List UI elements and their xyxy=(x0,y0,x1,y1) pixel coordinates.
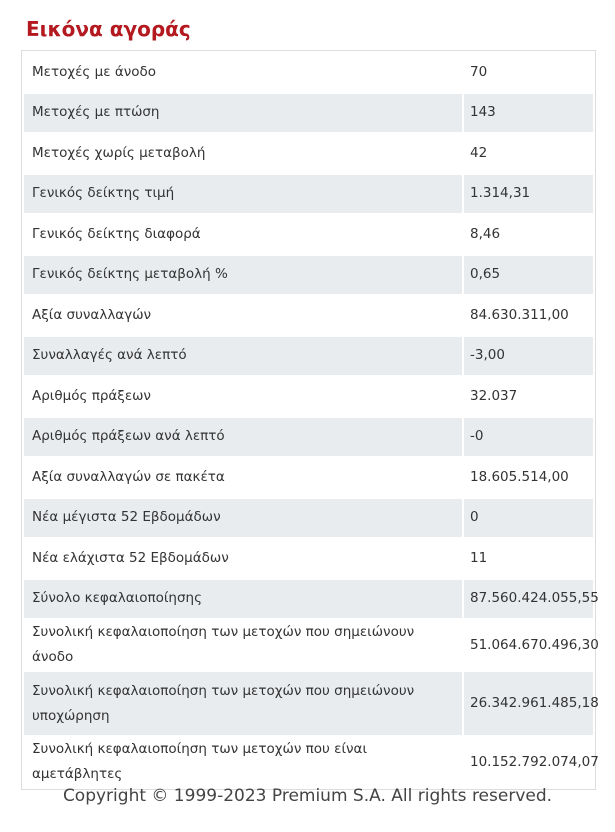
row-label: Συνολική κεφαλαιοποίηση των μετοχών που είναι αμετάβλητες xyxy=(32,741,368,782)
row-value: 10.152.792.074,07 xyxy=(470,753,599,770)
row-value: 26.342.961.485,18 xyxy=(464,672,593,735)
row-label: Γενικός δείκτης τιμή xyxy=(24,175,462,214)
row-label: Συνολική κεφαλαιοποίηση των μετοχών που σημειώνουν άνοδο xyxy=(32,624,415,665)
row-label: Αξία συναλλαγών xyxy=(32,306,152,323)
table-row xyxy=(24,418,593,457)
row-label: Αξία συναλλαγών σε πακέτα xyxy=(32,468,225,485)
row-label: Συναλλαγές ανά λεπτό xyxy=(24,337,462,376)
row-value: 84.630.311,00 xyxy=(470,306,569,323)
row-value: 32.037 xyxy=(470,387,518,404)
table-row xyxy=(24,175,593,214)
row-value: 11 xyxy=(470,549,488,566)
row-label: Συνολική κεφαλαιοποίηση των μετοχών που σημειώνουν υποχώρηση xyxy=(24,672,462,735)
table-row xyxy=(24,737,593,787)
table-row xyxy=(24,337,593,376)
row-label: Σύνολο κεφαλαιοποίησης xyxy=(24,580,462,619)
row-value: 18.605.514,00 xyxy=(470,468,569,485)
row-value: 143 xyxy=(464,94,593,133)
row-value: 0 xyxy=(464,499,593,538)
row-value: 0,65 xyxy=(464,256,593,295)
row-label: Νέα μέγιστα 52 Εβδομάδων xyxy=(24,499,462,538)
table-row xyxy=(24,580,593,619)
table-row xyxy=(24,620,593,670)
row-label: Αριθμός πράξεων xyxy=(32,387,151,404)
row-label: Μετοχές χωρίς μεταβολή xyxy=(32,144,206,161)
row-value: 1.314,31 xyxy=(464,175,593,214)
market-overview-title: Εικόνα αγοράς xyxy=(26,17,191,41)
row-value: 51.064.670.496,30 xyxy=(470,636,599,653)
row-value: -0 xyxy=(464,418,593,457)
table-row xyxy=(24,296,593,335)
table-row xyxy=(24,377,593,416)
row-label: Νέα ελάχιστα 52 Εβδομάδων xyxy=(32,549,229,566)
table-row xyxy=(24,134,593,173)
row-value: 87.560.424.055,55 xyxy=(464,580,593,619)
row-label: Γενικός δείκτης διαφορά xyxy=(32,225,201,242)
row-value: 42 xyxy=(470,144,488,161)
table-row xyxy=(24,672,593,735)
table-row xyxy=(24,499,593,538)
row-value: -3,00 xyxy=(464,337,593,376)
table-row xyxy=(24,53,593,92)
row-label: Γενικός δείκτης μεταβολή % xyxy=(24,256,462,295)
table-row xyxy=(24,215,593,254)
row-label: Μετοχές με άνοδο xyxy=(32,63,157,80)
table-row xyxy=(24,256,593,295)
row-label: Αριθμός πράξεων ανά λεπτό xyxy=(24,418,462,457)
row-value: 70 xyxy=(470,63,488,80)
market-overview-table xyxy=(21,50,599,790)
table-row xyxy=(24,94,593,133)
row-label: Μετοχές με πτώση xyxy=(24,94,462,133)
copyright-notice: Copyright © 1999-2023 Premium S.A. All rights reserved. xyxy=(62,786,553,806)
table-row xyxy=(24,539,593,578)
table-row xyxy=(24,458,593,497)
row-value: 8,46 xyxy=(470,225,501,242)
